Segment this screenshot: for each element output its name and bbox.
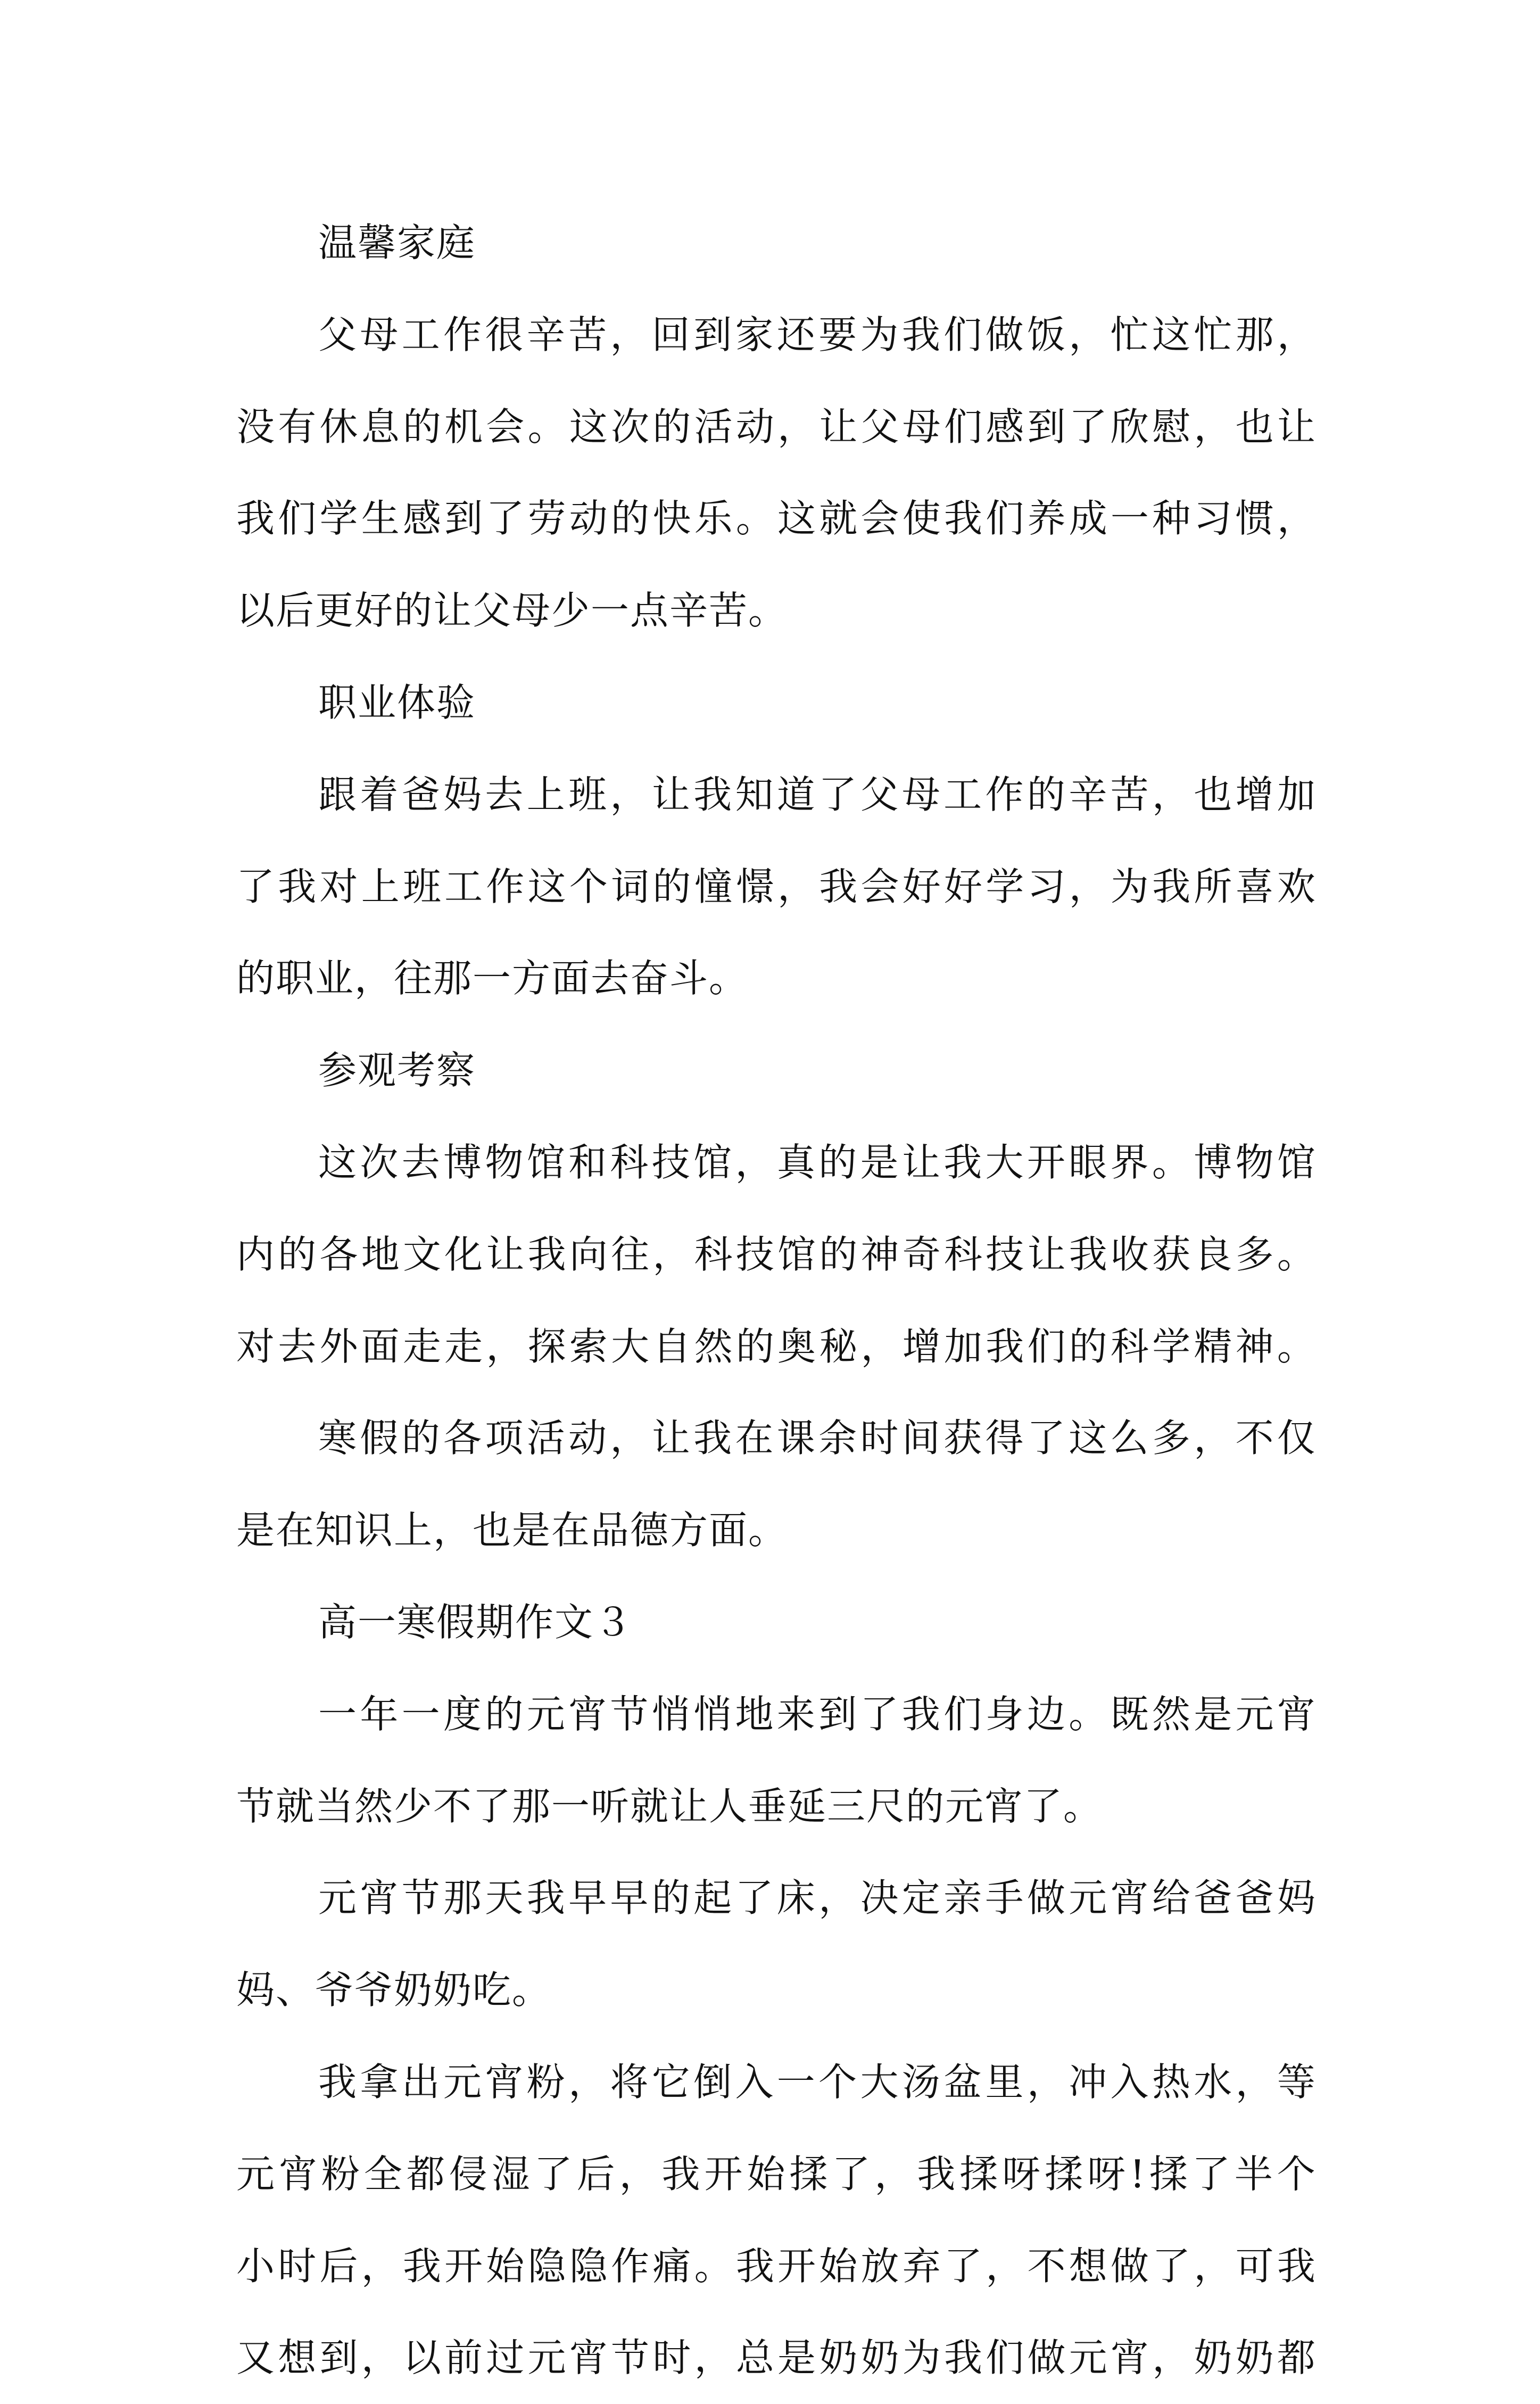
text-line: 父 母 工 作 很 辛 苦 ， 回 到 家 还 要 为 我 们 做 饭 ， 忙 这 忙 那 ， [318, 312, 1317, 357]
text-line: 没 有 休 息 的 机 会 。 这 次 的 活 动 ， 让 父 母 们 感 到 了 欣 慰 ， 也 让 [236, 404, 1317, 449]
text-line: 内 的 各 地 文 化 让 我 向 往 ， 科 技 馆 的 神 奇 科 技 让 我 收 获 良 多 。 [236, 1232, 1317, 1277]
text-line: 这 次 去 博 物 馆 和 科 技 馆 ， 真 的 是 让 我 大 开 眼 界 。 博 物 馆 [318, 1139, 1317, 1185]
text-line: 一 年 一 度 的 元 宵 节 悄 悄 地 来 到 了 我 们 身 边 。 既 然 是 元 宵 [318, 1691, 1317, 1737]
text-line: 跟 着 爸 妈 去 上 班 ， 让 我 知 道 了 父 母 工 作 的 辛 苦 ， 也 增 加 [318, 772, 1317, 817]
text-line: 对 去 外 面 走 走 ， 探 索 大 自 然 的 奥 秘 ， 增 加 我 们 的 科 学 精 神 。 [236, 1324, 1317, 1369]
text-line: 了 我 对 上 班 工 作 这 个 词 的 憧 憬 ， 我 会 好 好 学 习 ， 为 我 所 喜 欢 [236, 864, 1317, 909]
text-line: 元 宵 节 那 天 我 早 早 的 起 了 床 ， 决 定 亲 手 做 元 宵 给 爸 爸 妈 [318, 1876, 1317, 1921]
text-line: 高一寒假期作文３ [318, 1599, 634, 1645]
document-body [236, 197, 1317, 2404]
text-line: 是在知识上，也是在品德方面。 [236, 1508, 788, 1553]
text-line: 妈、爷爷奶奶吃。 [236, 1968, 552, 2013]
text-line: 我 们 学 生 感 到 了 劳 动 的 快 乐 。 这 就 会 使 我 们 养 成 一 种 习 惯 ， [236, 496, 1317, 541]
text-line: 寒 假 的 各 项 活 动 ， 让 我 在 课 余 时 间 获 得 了 这 么 多 ， 不 仅 [318, 1416, 1317, 1461]
text-line: 的职业，往那一方面去奋斗。 [236, 956, 749, 1001]
text-line: 又 想 到 ， 以 前 过 元 宵 节 时 ， 总 是 奶 奶 为 我 们 做 元 宵 ， 奶 奶 都 [236, 2335, 1317, 2381]
text-line: 节就当然少不了那一听就让人垂延三尺的元宵了。 [236, 1783, 1103, 1829]
text-line: 元 宵 粉 全 都 侵 湿 了 后 ， 我 开 始 揉 了 ， 我 揉 呀 揉 呀 ! 揉 了 半 个 [236, 2151, 1317, 2196]
text-line: 职业体验 [318, 680, 476, 725]
text-line: 参观考察 [318, 1048, 476, 1093]
text-line: 以后更好的让父母少一点辛苦。 [236, 588, 788, 633]
text-line: 温馨家庭 [318, 220, 476, 265]
text-line: 我 拿 出 元 宵 粉 ， 将 它 倒 入 一 个 大 汤 盆 里 ， 冲 入 热 水 ， 等 [318, 2059, 1317, 2104]
text-line: 小 时 后 ， 我 开 始 隐 隐 作 痛 。 我 开 始 放 弃 了 ， 不 想 做 了 ， 可 我 [236, 2243, 1317, 2289]
